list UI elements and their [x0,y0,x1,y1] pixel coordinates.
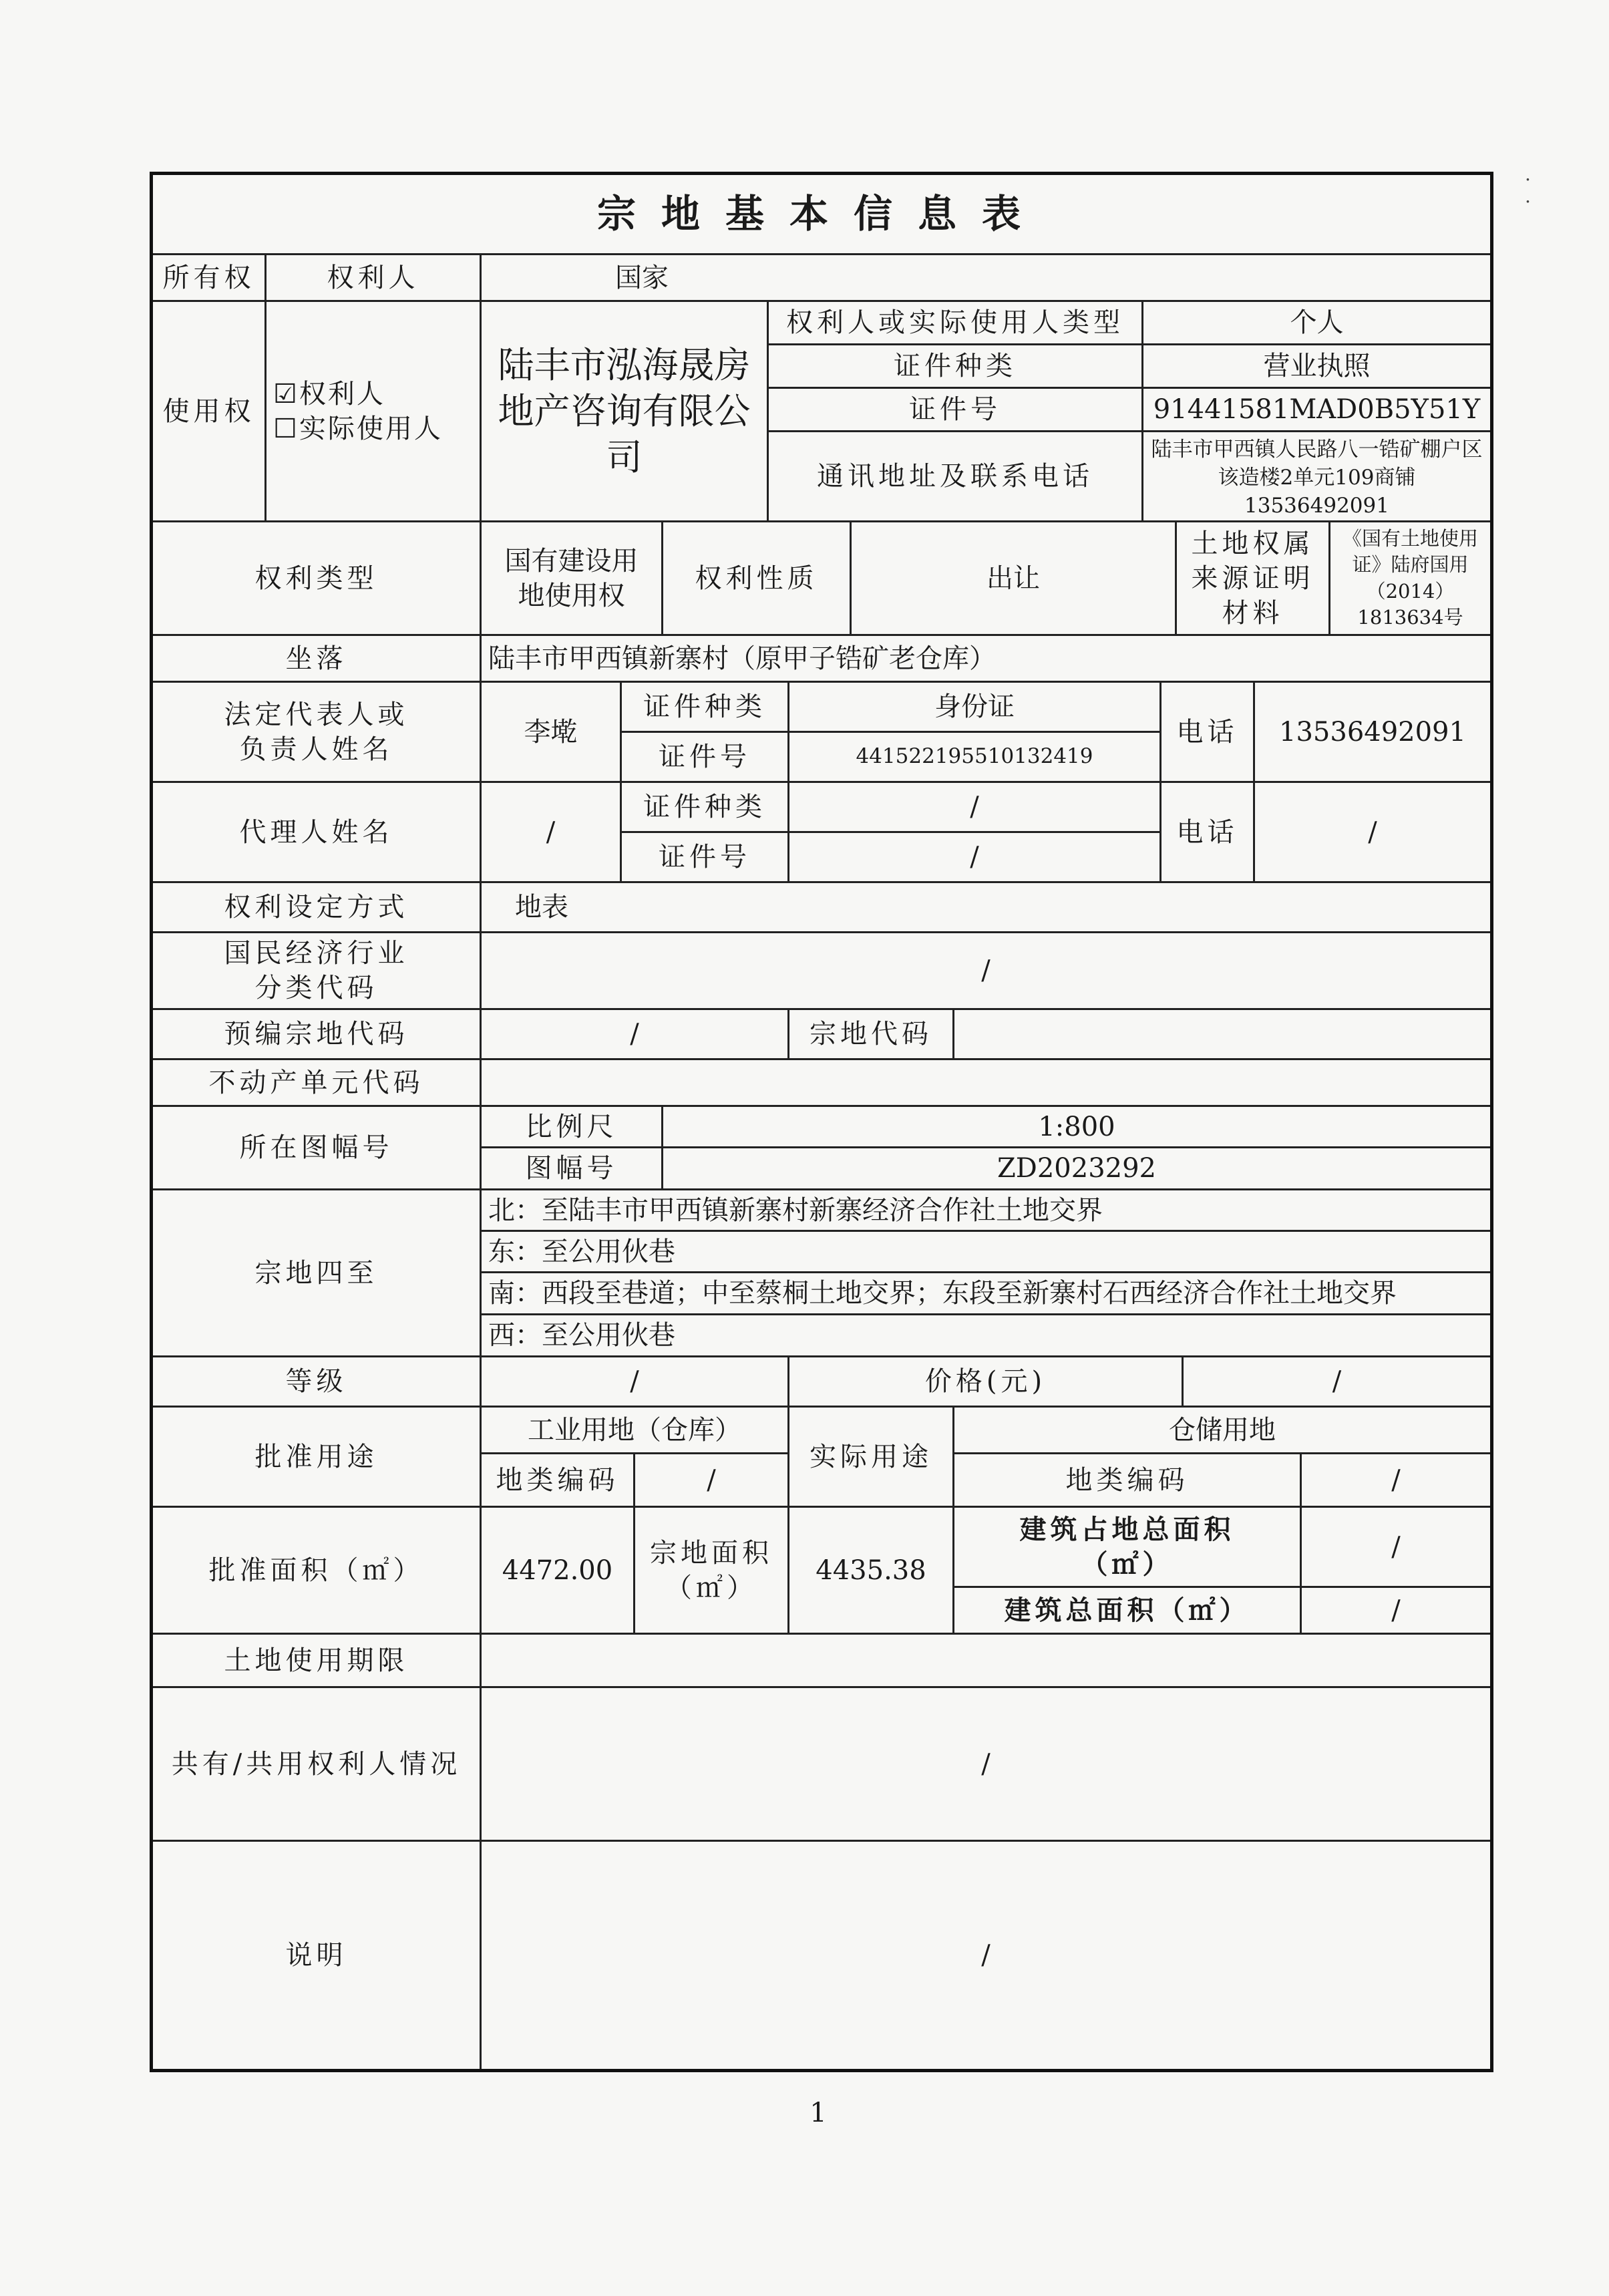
legal-rep-cert-type-value: 身份证 [789,683,1161,733]
footprint-area-label: 建筑占地总面积（㎡） [954,1508,1302,1588]
pre-code-label: 预编宗地代码 [153,1010,482,1060]
boundary-east: 东：至公用伙巷 [482,1232,1490,1273]
approved-area-value: 4472.00 [482,1508,635,1635]
land-source-value: 《国有土地使用证》陆府国用（2014）1813634号 [1330,522,1490,636]
land-source-label: 土地权属来源证明材料 [1177,522,1330,636]
use-right-label: 使用权 [153,302,266,522]
parcel-area-label: 宗地面积（㎡） [635,1508,789,1635]
holder-type-label: 权利人或实际使用人类型 [769,302,1143,345]
notes-label: 说明 [153,1842,482,2069]
industry-label: 国民经济行业分类代码 [153,933,482,1010]
setup-value: 地表 [482,883,1490,933]
land-term-value [482,1635,1490,1688]
option-actual-user-checkbox[interactable]: ☐实际使用人 [273,413,443,444]
holder-address-label: 通讯地址及联系电话 [769,432,1143,522]
boundary-south: 南：西段至巷道；中至蔡桐土地交界；东段至新寨村石西经济合作社土地交界 [482,1273,1490,1315]
industry-value: / [482,933,1490,1010]
pre-code-value: / [482,1010,789,1060]
grade-value: / [482,1357,789,1408]
legal-rep-name: 李墘 [482,683,622,783]
page-number: 1 [810,2098,827,2128]
sheet-no-label: 图幅号 [482,1148,663,1190]
holder-address-value: 陆丰市甲西镇人民路八一锆矿棚户区该造楼2单元109商铺13536492091 [1143,432,1490,522]
agent-phone-label: 电话 [1161,783,1255,883]
right-type-value: 国有建设用地使用权 [482,522,663,636]
boundary-north: 北：至陆丰市甲西镇新寨村新寨经济合作社土地交界 [482,1190,1490,1232]
holder-cert-no-value: 91441581MAD0B5Y51Y [1143,389,1490,432]
approved-code-label: 地类编码 [482,1454,635,1508]
right-nature-value: 出让 [852,522,1177,636]
actual-code-value: / [1302,1454,1490,1508]
approved-code-value: / [635,1454,789,1508]
agent-phone-value: / [1255,783,1490,883]
total-area-label: 建筑总面积（㎡） [954,1588,1302,1635]
parcel-info-form [150,172,1493,2072]
parcel-code-value [954,1010,1490,1060]
approved-use-value: 工业用地（仓库） [482,1408,789,1454]
right-type-label: 权利类型 [153,522,482,636]
legal-rep-phone-value: 13536492091 [1255,683,1490,783]
actual-use-value: 仓储用地 [954,1408,1490,1454]
legal-rep-cert-type-label: 证件种类 [622,683,789,733]
form-title: 宗地基本信息表 [153,175,1490,255]
agent-name: / [482,783,622,883]
land-term-label: 土地使用期限 [153,1635,482,1688]
use-right-options [266,302,482,522]
boundary-west: 西：至公用伙巷 [482,1315,1490,1357]
price-label: 价格(元) [789,1357,1184,1408]
grade-label: 等级 [153,1357,482,1408]
holder-cert-no-label: 证件号 [769,389,1143,432]
price-value: / [1184,1357,1490,1408]
ownership-label: 所有权 [153,255,266,302]
agent-cert-no-label: 证件号 [622,833,789,883]
realty-code-value [482,1060,1490,1107]
scale-label: 比例尺 [482,1107,663,1148]
legal-rep-cert-no-label: 证件号 [622,733,789,783]
location-label: 坐落 [153,636,482,683]
sheet-no-value: ZD2023292 [663,1148,1490,1190]
actual-use-label: 实际用途 [789,1408,954,1508]
legal-rep-phone-label: 电话 [1161,683,1255,783]
scale-value: 1:800 [663,1107,1490,1148]
setup-label: 权利设定方式 [153,883,482,933]
legal-rep-label: 法定代表人或负责人姓名 [153,683,482,783]
agent-cert-no-value: / [789,833,1161,883]
holder-cert-type-label: 证件种类 [769,345,1143,389]
total-area-value: / [1302,1588,1490,1635]
right-nature-label: 权利性质 [663,522,852,636]
map-sheet-label: 所在图幅号 [153,1107,482,1190]
actual-code-label: 地类编码 [954,1454,1302,1508]
use-right-holder-name: 陆丰市泓海晟房地产咨询有限公司 [482,302,769,522]
agent-label: 代理人姓名 [153,783,482,883]
option-holder-checkbox[interactable]: ☑权利人 [273,378,385,409]
ownership-holder-value: 国家 [482,255,1490,302]
approved-use-label: 批准用途 [153,1408,482,1508]
co-owners-value: / [482,1688,1490,1842]
legal-rep-cert-no-value: 441522195510132419 [789,733,1161,783]
holder-cert-type-value: 营业执照 [1143,345,1490,389]
approved-area-label: 批准面积（㎡） [153,1508,482,1635]
agent-cert-type-label: 证件种类 [622,783,789,833]
realty-code-label: 不动产单元代码 [153,1060,482,1107]
ownership-holder-label: 权利人 [266,255,482,302]
parcel-area-value: 4435.38 [789,1508,954,1635]
boundaries-label: 宗地四至 [153,1190,482,1357]
notes-value: / [981,1940,991,1971]
footprint-area-value: / [1302,1508,1490,1588]
agent-cert-type-value: / [789,783,1161,833]
holder-type-value: 个人 [1143,302,1490,345]
location-value: 陆丰市甲西镇新寨村（原甲子锆矿老仓库） [482,636,1490,683]
parcel-code-label: 宗地代码 [789,1010,954,1060]
co-owners-label: 共有/共用权利人情况 [153,1688,482,1842]
scan-mark: . . [1525,163,1535,207]
